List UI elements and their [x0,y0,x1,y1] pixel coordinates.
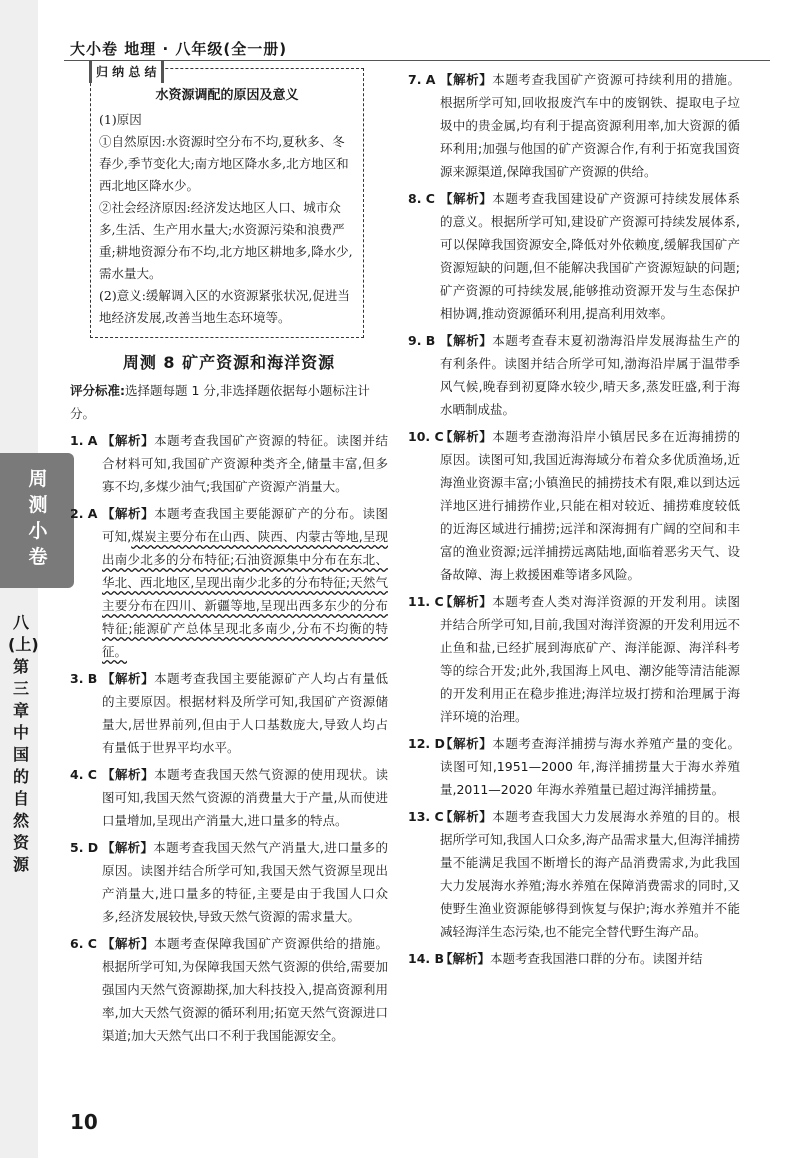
answer-item [70,932,388,1047]
analysis-tag: 【解析】 [440,429,493,444]
answer-item [408,947,740,970]
answer-number: 11. C [408,594,444,609]
header-divider [64,60,770,61]
answer-text: 本题考查我国矿产资源可持续利用的措施。根据所学可知,回收报废汽车中的废钢铁、提取电子垃圾中的贵金属,均有利于提高资源利用率,加大资源的循环利用;加强与他国的矿产资源合作,有利于拓宽我国资源来源渠道,保障我国矿产资源的供给。 [440,72,740,179]
side-chapter-label: 八(上) 第三章 中国的自然资源 [8,613,39,874]
answer-item [408,732,740,801]
analysis-tag: 【解析】 [440,736,493,751]
summary-line: (2)意义:缓解调入区的水资源紧张状况,促进当地经济发展,改善当地生态环境等。 [99,288,350,325]
answer-text: 本题考查保障我国矿产资源供给的措施。根据所学可知,为保障我国天然气资源的供给,需要加强国内天然气资源勘探,加大科技投入,提高资源利用率,加大天然气资源的循环利用;拓宽天然气资源进口渠道;加大天然气出口不利于我国能源安全。 [102,936,388,1043]
answer-text: 本题考查渤海沿岸小镇居民多在近海捕捞的原因。读图可知,我国近海海域分布着众多优质渔场,近海渔业资源丰富;小镇渔民的捕捞技术有限,难以到达远洋地区进行捕捞作业,只能在相对较近、捕捞难度较低的近海区域进行捕捞;远洋和深海拥有广阔的空间和丰富的渔业资源;远洋捕捞远离陆地,面临着恶劣天气、设备故障、海上救援困难等诸多风险。 [440,429,740,582]
summary-title: 水资源调配的原因及意义 [155,88,299,103]
answer-item [70,502,388,663]
analysis-tag: 【解析】 [440,72,493,87]
answer-number: 5. D [70,840,99,855]
answer-text: 本题考查我国天然气资源的使用现状。读图可知,我国天然气资源的消费量大于产量,从而使进口量增加,呈现出产消量大,进口量多的特点。 [102,767,388,828]
section-title: 周测 8 矿产资源和海洋资源 [122,353,336,372]
answer-number: 6. C [70,936,97,951]
answer-number: 13. C [408,809,444,824]
page-number: 10 [70,1110,98,1134]
answer-number: 12. D [408,736,445,751]
summary-line: ②社会经济原因:经济发达地区人口、城市众多,生活、生产用水量大;水资源污染和浪费严重;耕地资源分布不均,北方地区耕地多,降水少,需水量大。 [99,200,353,281]
page-header: 大小卷 地理 · 八年级(全一册) [70,40,288,58]
scoring-text: 选择题每题 1 分,非选择题依据每小题标注计分。 [70,383,370,421]
answer-item [70,836,388,928]
analysis-tag: 【解析】 [102,840,154,855]
answer-text: 本题考查我国天然气产消量大,进口量多的原因。读图并结合所学可知,我国天然气资源呈现出产消量大,进口量多的特征,主要是由于我国人口众多,经济发展较快,导致天然气资源的需求量大。 [102,840,388,924]
answer-text: 本题考查春末夏初渤海沿岸发展海盐生产的有利条件。读图并结合所学可知,渤海沿岸属于温带季风气候,晚春到初夏降水较少,晴天多,蒸发旺盛,利于海水晒制成盐。 [440,333,740,417]
answer-item [70,429,388,498]
analysis-tag: 【解析】 [440,809,493,824]
answer-text: 本题考查人类对海洋资源的开发利用。读图并结合所学可知,目前,我国对海洋资源的开发利用远不止鱼和盐,已经扩展到海底矿产、海洋能源、海洋科考等的综合开发;此外,我国海上风电、潮汐能等清洁能源的开发利用正在稳步推进;海洋垃圾打捞和治理属于海洋环境的治理。 [440,594,740,724]
answer-item [408,68,740,183]
answer-item [70,667,388,759]
answer-number: 2. A [70,506,98,521]
analysis-tag: 【解析】 [102,506,155,521]
side-tab-label: 周测小卷 [28,468,48,568]
answer-text: 本题考查我国大力发展海水养殖的目的。根据所学可知,我国人口众多,海产品需求量大,但海洋捕捞量不能满足我国不断增长的海产品消费需求,为此我国大力发展海水养殖;海水养殖在保障消费需求的同时,又使野生渔业资源能够得到恢复与保护;海水养殖并不能减轻海洋生态污染,也不能完全替代野生海产品。 [440,809,740,939]
answer-number: 7. A [408,72,436,87]
wavy-underlined-text: 煤炭主要分布在山西、陕西、内蒙古等地,呈现出南少北多的分布特征;石油资源集中分布在东北、华北、西北地区,呈现出南少北多的分布特征;天然气主要分布在四川、新疆等地,呈现出西多东少的分布特征;能源矿产总体呈现北多南少,分布不均衡的特征。 [102,529,388,659]
analysis-tag: 【解析】 [440,333,493,348]
analysis-tag: 【解析】 [102,433,155,448]
analysis-tag: 【解析】 [102,936,155,951]
answer-text: 本题考查我国矿产资源的特征。读图并结合材料可知,我国矿产资源种类齐全,储量丰富,但多寡不均,多煤少油气;我国矿产资源产消量大。 [102,433,388,494]
summary-tag: 归 纳 总 结 [89,61,164,83]
answer-item [408,187,740,325]
summary-box [90,65,364,338]
left-column [70,65,388,1051]
answer-number: 8. C [408,191,435,206]
scoring-standard [70,379,388,425]
answer-item [408,329,740,421]
answer-item [408,425,740,586]
analysis-tag: 【解析】 [440,951,491,966]
answer-text: 本题考查我国建设矿产资源可持续发展体系的意义。根据所学可知,建设矿产资源可持续发展体系,可以保障我国资源安全,降低对外依赖度,缓解我国矿产资源短缺的问题,但不能解决我国矿产资源短缺的问题;矿产资源的可持续发展,能够推动资源开发与生态保护相协调,推动资源循环利用,提高利用效率。 [440,191,740,321]
answer-number: 3. B [70,671,98,686]
right-column [408,68,740,974]
analysis-tag: 【解析】 [102,767,155,782]
answer-item [408,805,740,943]
scoring-label: 评分标准: [70,383,125,398]
summary-line: (1)原因 [99,112,142,127]
analysis-tag: 【解析】 [440,191,493,206]
answer-text: 本题考查我国港口群的分布。读图并结 [490,951,703,966]
answer-item [70,763,388,832]
analysis-tag: 【解析】 [102,671,155,686]
answer-text: 本题考查我国主要能源矿产的分布。读图可知, [102,506,388,544]
answer-number: 10. C [408,429,444,444]
answer-text: 本题考查我国主要能源矿产人均占有量低的主要原因。根据材料及所学可知,我国矿产资源储量大,居世界前列,但由于人口基数庞大,导致人均占有量低于世界平均水平。 [102,671,388,755]
answer-text: 本题考查海洋捕捞与海水养殖产量的变化。读图可知,1951—2000 年,海洋捕捞量大于海水养殖量,2011—2020 年海水养殖量已超过海洋捕捞量。 [440,736,740,797]
answer-item [408,590,740,728]
summary-line: ①自然原因:水资源时空分布不均,夏秋多、冬春少,季节变化大;南方地区降水多,北方地区和西北地区降水少。 [99,134,349,193]
analysis-tag: 【解析】 [440,594,493,609]
answer-number: 1. A [70,433,98,448]
answer-number: 9. B [408,333,436,348]
answer-number: 4. C [70,767,97,782]
answer-number: 14. B [408,951,445,966]
